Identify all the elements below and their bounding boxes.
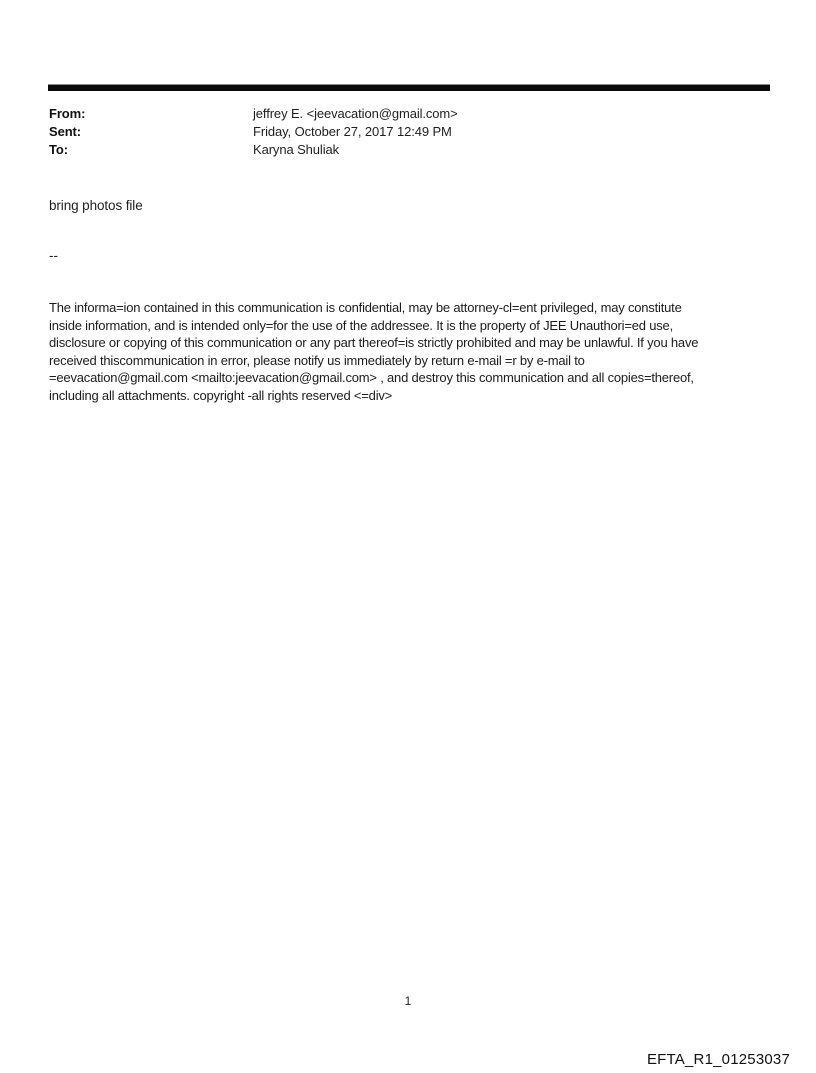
- disclaimer-line: disclosure or copying of this communication or any part thereof=is strictly prohibited and may be unlawful. If you have: [49, 335, 699, 350]
- disclaimer-paragraph: [49, 299, 774, 404]
- email-header-value-to: Karyna Shuliak: [253, 142, 340, 157]
- email-header: [49, 105, 769, 159]
- email-header-row: [49, 123, 769, 141]
- email-header-row: [49, 141, 769, 159]
- email-header-value-from: jeffrey E. <jeevacation@gmail.com>: [253, 106, 458, 121]
- bates-stamp: EFTA_R1_01253037: [646, 1051, 790, 1068]
- email-header-label-sent: Sent:: [49, 124, 82, 139]
- signature-separator: --: [49, 248, 58, 263]
- email-body-message: bring photos file: [49, 198, 143, 213]
- disclaimer-line: inside information, and is intended only=for the use of the addressee. It is the property of JEE Unauthori=ed use,: [49, 317, 673, 333]
- header-divider-rule: [48, 84, 770, 91]
- disclaimer-line: received thiscommunication in error, please notify us immediately by return e-mail =r by e-mail to: [49, 352, 585, 368]
- email-header-value-sent: Friday, October 27, 2017 12:49 PM: [253, 124, 452, 139]
- disclaimer-line: =eevacation@gmail.com <mailto:jeevacation@gmail.com> , and destroy this communication and all copies=thereof,: [49, 370, 694, 385]
- disclaimer-line: including all attachments. copyright -all rights reserved <=div>: [49, 387, 393, 403]
- disclaimer-line: The informa=ion contained in this communication is confidential, may be attorney-cl=ent privileged, may constitute: [49, 300, 682, 315]
- email-header-row: [49, 105, 769, 123]
- email-header-label-to: To:: [49, 142, 68, 157]
- email-header-label-from: From:: [49, 106, 86, 121]
- page-number: 1: [404, 994, 412, 1008]
